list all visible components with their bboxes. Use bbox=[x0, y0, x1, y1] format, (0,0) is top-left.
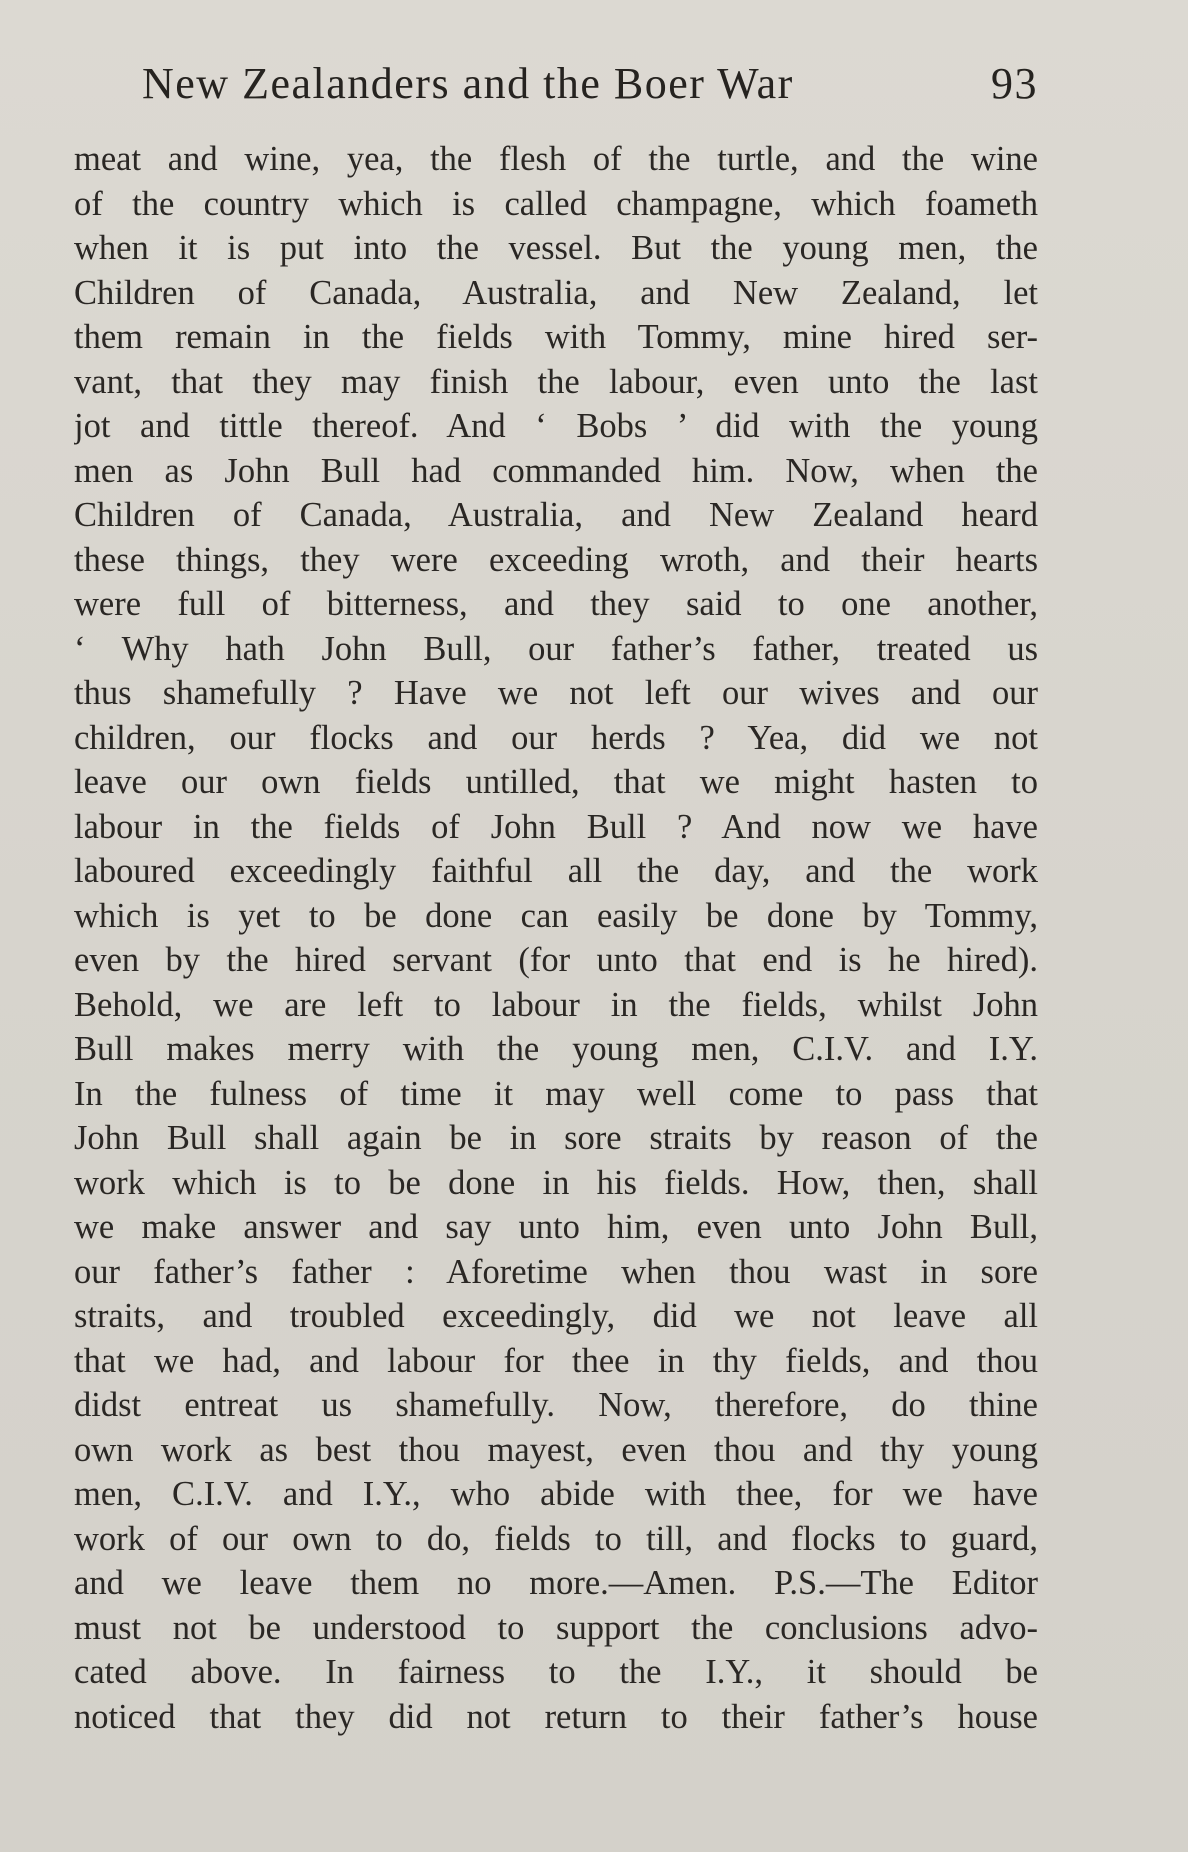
text-line: work which is to be done in his fields. How, then, shall bbox=[74, 1163, 1038, 1202]
text-line: our father’s father : Aforetime when thou wast in sore bbox=[74, 1252, 1038, 1291]
text-line: noticed that they did not return to their father’s house bbox=[74, 1697, 1038, 1736]
text-line: vant, that they may finish the labour, even unto the last bbox=[74, 362, 1038, 401]
text-line: that we had, and labour for thee in thy fields, and thou bbox=[74, 1341, 1038, 1380]
text-line: and we leave them no more.—Amen. P.S.—The Editor bbox=[74, 1564, 1038, 1602]
text-line: them remain in the fields with Tommy, mine hired ser- bbox=[74, 318, 1038, 356]
running-title: New Zealanders and the Boer War bbox=[142, 59, 794, 108]
text-line: meat and wine, yea, the flesh of the turtle, and the wine bbox=[74, 140, 1038, 178]
text-line: of the country which is called champagne, which foameth bbox=[74, 184, 1038, 223]
text-line: ‘ Why hath John Bull, our father’s father, treated us bbox=[74, 629, 1038, 668]
text-line: straits, and troubled exceedingly, did we not leave all bbox=[74, 1297, 1038, 1335]
text-line: John Bull shall again be in sore straits by reason of the bbox=[74, 1119, 1038, 1157]
text-line: men as John Bull had commanded him. Now, when the bbox=[74, 451, 1038, 490]
text-line: thus shamefully ? Have we not left our wives and our bbox=[74, 674, 1038, 712]
text-line: laboured exceedingly faithful all the day, and the work bbox=[74, 852, 1038, 890]
text-line: must not be understood to support the conclusions advo- bbox=[74, 1608, 1038, 1647]
text-line: leave our own fields untilled, that we might hasten to bbox=[74, 763, 1038, 801]
text-line: children, our flocks and our herds ? Yea, did we not bbox=[74, 718, 1038, 757]
text-line: Bull makes merry with the young men, C.I.V. and I.Y. bbox=[74, 1030, 1038, 1068]
text-line: these things, they were exceeding wroth, and their hearts bbox=[74, 540, 1038, 579]
text-line: work of our own to do, fields to till, and flocks to guard, bbox=[74, 1519, 1038, 1558]
text-line: men, C.I.V. and I.Y., who abide with thee, for we have bbox=[74, 1475, 1038, 1513]
text-line: when it is put into the vessel. But the young men, the bbox=[74, 229, 1038, 267]
text-line: own work as best thou mayest, even thou and thy young bbox=[74, 1430, 1038, 1469]
text-line: In the fulness of time it may well come to pass that bbox=[74, 1074, 1038, 1113]
text-line: cated above. In fairness to the I.Y., it should be bbox=[74, 1653, 1038, 1691]
running-head bbox=[142, 58, 1038, 118]
text-line: Children of Canada, Australia, and New Zealand heard bbox=[74, 496, 1038, 534]
text-line: even by the hired servant (for unto that end is he hired). bbox=[74, 941, 1038, 979]
text-line: Children of Canada, Australia, and New Zealand, let bbox=[74, 273, 1038, 312]
text-line: were full of bitterness, and they said to one another, bbox=[74, 585, 1038, 623]
text-line: we make answer and say unto him, even unto John Bull, bbox=[74, 1208, 1038, 1246]
text-line: labour in the fields of John Bull ? And now we have bbox=[74, 807, 1038, 846]
text-line: Behold, we are left to labour in the fields, whilst John bbox=[74, 985, 1038, 1024]
text-line: which is yet to be done can easily be done by Tommy, bbox=[74, 896, 1038, 935]
page-number: 93 bbox=[991, 59, 1038, 108]
text-line: jot and tittle thereof. And ‘ Bobs ’ did with the young bbox=[74, 407, 1038, 445]
text-line: didst entreat us shamefully. Now, therefore, do thine bbox=[74, 1386, 1038, 1424]
body-text bbox=[74, 137, 1038, 1739]
